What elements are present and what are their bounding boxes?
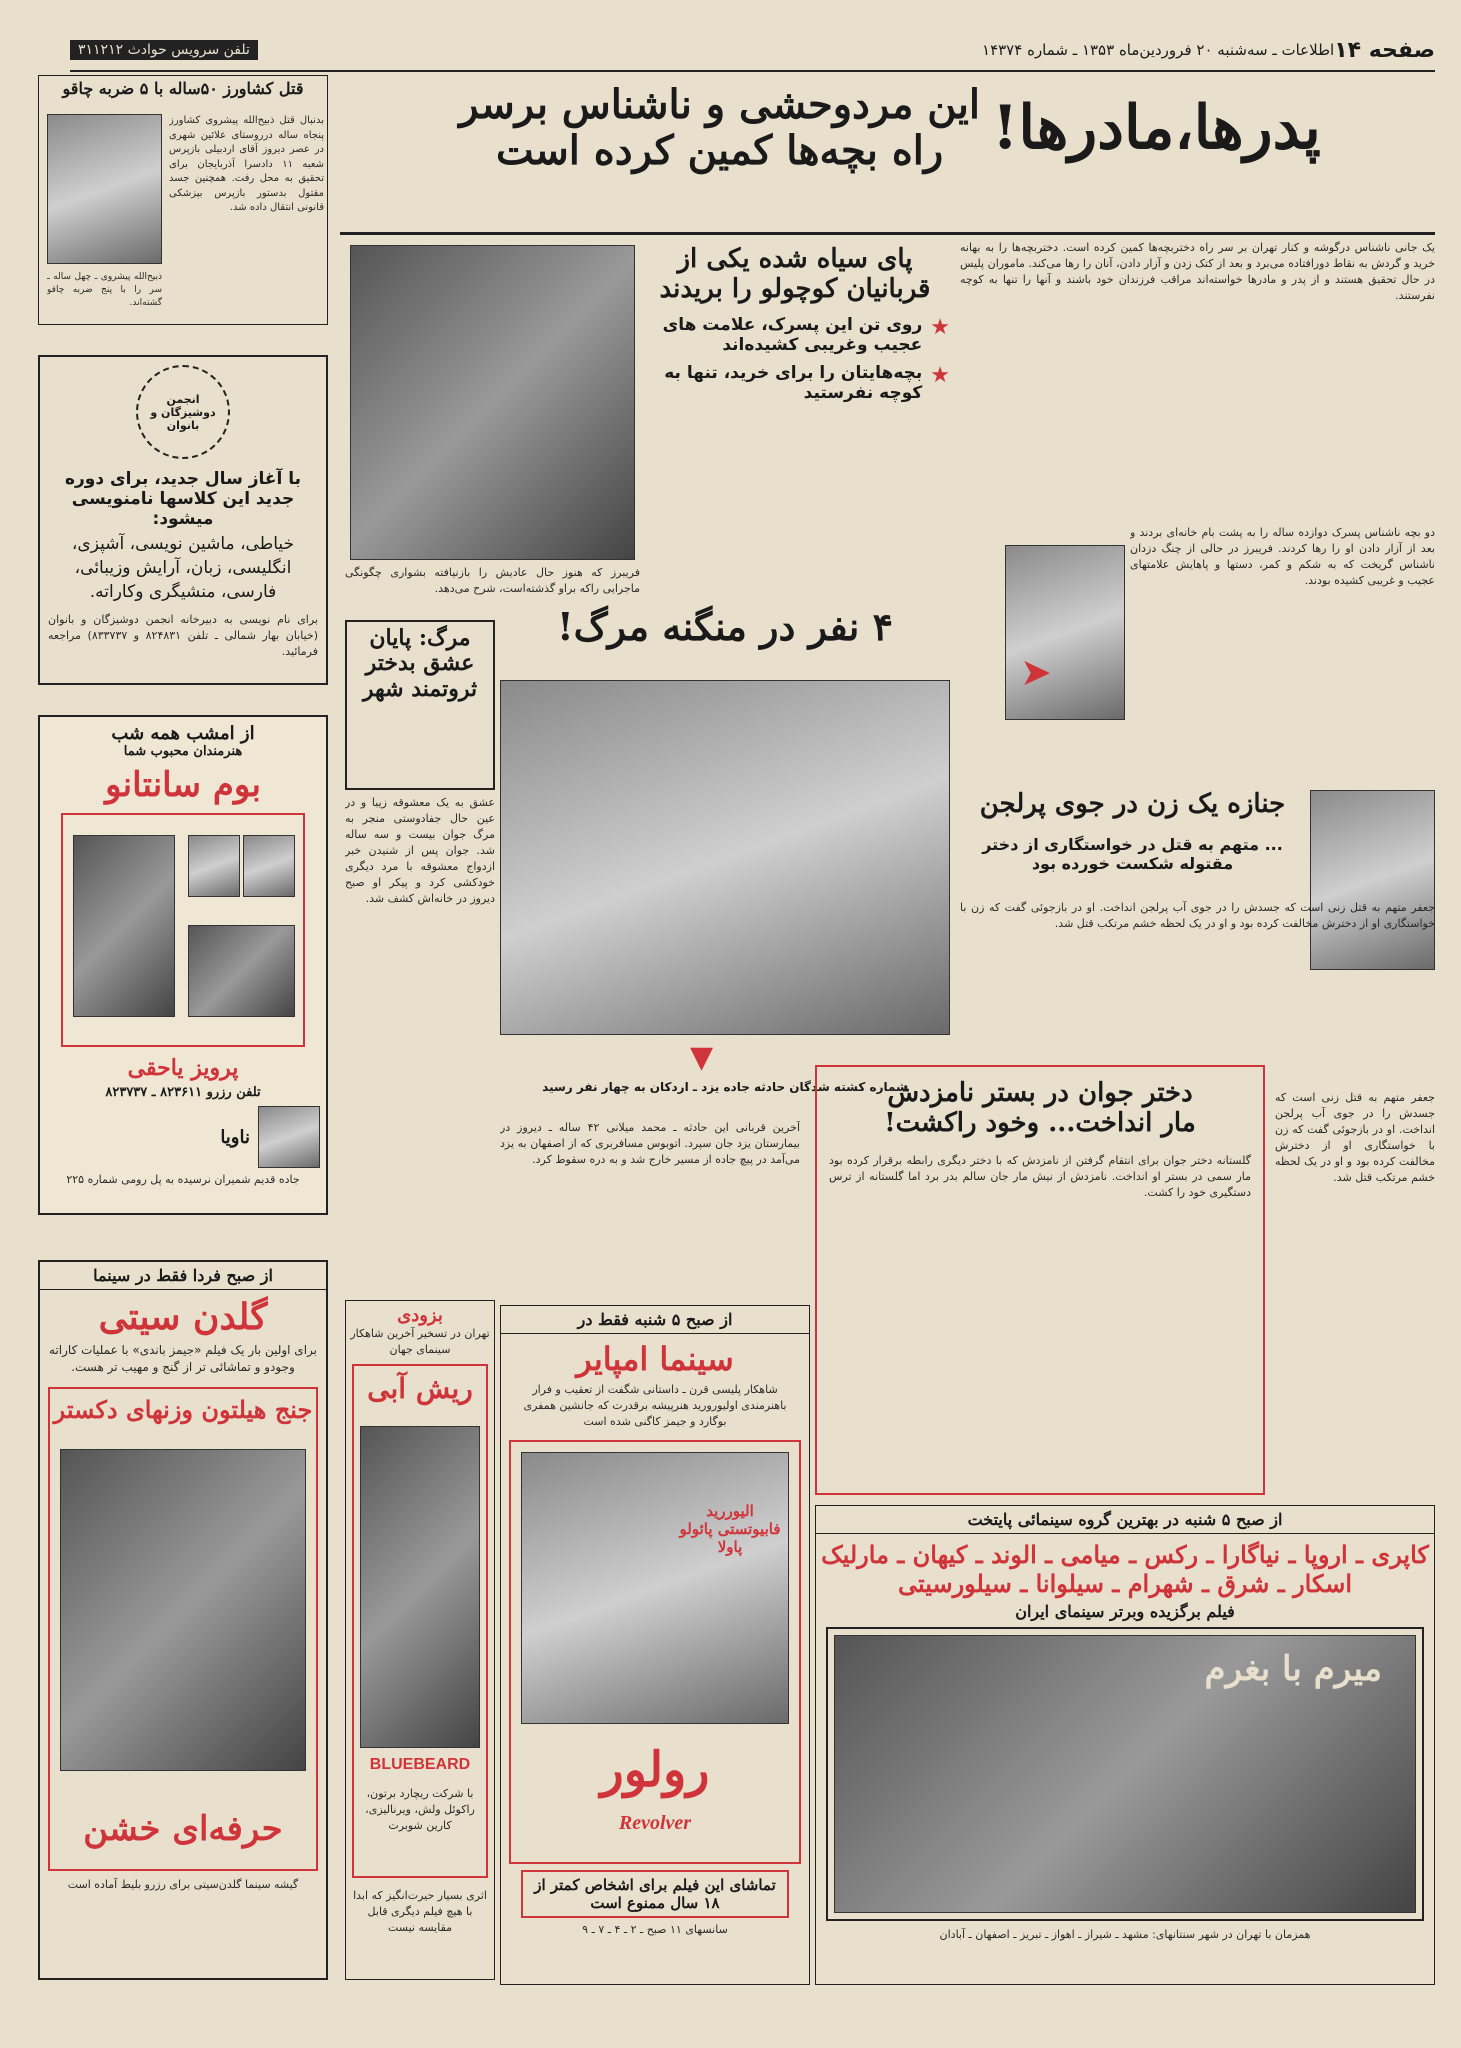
- death-body: عشق به یک معشوقه زیبا و در عین حال جفادوستی منجر به مرگ جوان بیست و سه ساله شد. جوان پس از شنیدن خبر ازدواج معشوقه با مرد دیگری خودکشی کرد و پیکر او صبح دیروز در خانه‌اش کشف شد.: [345, 796, 495, 905]
- issue-line: اطلاعات ـ سه‌شنبه ۲۰ فروردین‌ماه ۱۳۵۳ ـ شماره ۱۴۳۷۴: [982, 41, 1335, 59]
- club-image-frame: [61, 813, 305, 1047]
- murder-headline: قتل کشاورز ۵۰ساله با ۵ ضربه چاقو: [62, 79, 304, 98]
- golden-poster-image: [60, 1449, 306, 1771]
- bluebeard-desc: تهران در تسخیر آخرین شاهکار سینمای جهان: [350, 1327, 490, 1356]
- empire-name: سینما امپایر: [576, 1340, 734, 1378]
- club-top: از امشب همه شب: [111, 723, 255, 744]
- club-address: جاده قدیم شمیران نرسیده به پل رومی شماره ۲۲۵: [66, 1173, 300, 1186]
- golden-name: گلدن سیتی: [98, 1296, 268, 1338]
- empire-desc: شاهکار پلیسی قرن ـ داستانی شگفت از تعقیب و فرار باهنرمندی اولیورورید هنرپیشه برقدرت که جانشین همفری بوگارد و جیمز کاگنی شده است: [523, 1383, 787, 1428]
- page-number: صفحه ۱۴: [1334, 37, 1435, 63]
- bluebeard-cast: با شرکت ریچارد برتون، راکوئل ولش، ویرنالیزی، کارین شوبرت: [365, 1786, 475, 1832]
- side-column: دو بچه ناشناس پسرک دوازده ساله را به پشت بام خانه‌ای بردند و بعد از آزار دادن او را رها کردند. فریبرز در حالی از چنگ دزدان ناشناس گریخت که به شکم و کمر، دستها و پاهایش علامتهای عجیب و غریبی کشیده بودند.: [1130, 526, 1435, 587]
- golden-city-ad: [38, 1260, 328, 1980]
- empire-times: سانسهای ۱۱ صبح ـ ۲ ـ ۴ ـ ۷ ـ ۹: [582, 1922, 728, 1936]
- page-header: [70, 30, 1435, 72]
- club-artist: پرویز یاحقی: [127, 1055, 239, 1081]
- empire-top: از صبح ۵ شنبه فقط در: [501, 1306, 809, 1334]
- bluebeard-tag: بزودی: [397, 1305, 443, 1326]
- cinema-group-ad: [815, 1505, 1435, 1985]
- funeral-sub: ... متهم به قتل در خواستگاری از دختر مقتوله شکست خورده بود: [982, 835, 1283, 873]
- violin-image: [73, 835, 175, 1017]
- murder-body: بدنبال قتل ذبیح‌الله پیشروی کشاورز پنجاه ساله درروستای علائین شهری در عصر دیروز آقای اردبیلی بازپرس شعبه ۱۱ دادسرا آذربایجان برای تحقیق به محل رفت. همچنین جسد مقتول بدستور بازپرس بپزشکی قانونی انتقال داده شد.: [169, 115, 324, 213]
- snake-headline-2: مار انداخت... وخود راکشت!: [884, 1107, 1196, 1138]
- group-selected: فیلم برگزیده وبرتر سینمای ایران: [1015, 1602, 1235, 1621]
- death-story-box: [345, 620, 495, 790]
- school-contact: برای نام نویسی به دبیرخانه انجمن دوشیزگان و بانوان (خیابان بهار شمالی ـ تلفن ۸۲۴۸۳۱ و ۸۳۳۷۳۷) مراجعه فرمائید.: [48, 613, 318, 659]
- bullet-2: بچه‌هایتان را برای خرید، تنها به کوچه نفرستید: [664, 362, 923, 403]
- dancer-photo: [258, 1106, 320, 1168]
- bluebeard-title: ریش آبی: [367, 1371, 473, 1405]
- bluebeard-poster-image: [360, 1426, 480, 1748]
- headline-part-2b: راه بچه‌ها کمین کرده است: [495, 127, 944, 174]
- headline-rule: [340, 232, 1435, 235]
- group-footer: همزمان با تهران در شهر سنتانهای: مشهد ـ شیراز ـ اهواز ـ تبریز ـ اصفهان ـ آبادان: [939, 1928, 1311, 1941]
- group-top: از صبح ۵ شنبه در بهترین گروه سینمائی پایتخت: [816, 1506, 1434, 1534]
- club-ad: [38, 715, 328, 1215]
- school-ad: [38, 355, 328, 685]
- accident-caption: شماره کشته شدگان حادثه جاده یزد ـ اردکان به چهار نفر رسید: [542, 1080, 908, 1094]
- star-icon: ★: [930, 314, 950, 340]
- sub-headline-1: پای سیاه شده یکی از: [677, 244, 913, 274]
- golden-desc: برای اولین بار یک فیلم «جیمز باندی» با عملیات کاراته وجودو و تماشائی تر از گنج و مهیب تر هست.: [49, 1343, 317, 1375]
- arrow-icon: ➤: [1020, 650, 1052, 694]
- snake-story: [815, 1065, 1265, 1495]
- main-story-body: یک جانی ناشناس درگوشه و کنار تهران بر سر راه دختربچه‌ها کمین کرده است. دختربچه‌ها را به بهانه خرید و گردش به نقاط دورافتاده می‌برد و بعد از کتک زدن و آزار دادن، آنان را رها می‌کند. ماموران پلیس در حال تحقیق هستند و از پدر و مادرها خواسته‌اند مراقب فرزندان خود باشند و آنها را تنها به کوچه نفرستند.: [960, 241, 1435, 302]
- bullet-1: روی تن این پسرک، علامت های عجیب وغریبی کشیده‌اند: [662, 314, 923, 355]
- accident-headline: ۴ نفر در منگنه مرگ!: [556, 604, 894, 649]
- singer-photo-2: [243, 835, 295, 897]
- main-headline: [340, 82, 1440, 232]
- club-sub: هنرمندان محبوب شما: [123, 744, 243, 759]
- bluebeard-en-title: BLUEBEARD: [369, 1755, 471, 1773]
- snake-body: گلستانه دختر جوان برای انتقام گرفتن از نامزدش که با دختر دیگری رابطه برقرار کرده بود مار سمی در بستر او انداخت. نامزدش از نیش مار جان سالم بدر برد اما گلستانه از ترس دستگیری خود را کشت.: [829, 1153, 1251, 1199]
- snake-headline-1: دختر جوان در بستر نامزدش: [887, 1078, 1193, 1108]
- funeral-headline: جنازه یک زن در جوی پرلجن: [979, 789, 1286, 819]
- empire-warning: تماشای این فیلم برای اشخاص کمتر از ۱۸ سال ممنوع است: [521, 1870, 789, 1918]
- headline-part-1: پدرها،مادرها!: [992, 92, 1321, 163]
- funeral-continued: جعفر متهم به قتل زنی است که جسدش را در جوی آب پرلجن انداخت. او در بازجوئی گفت که زن با خواستگاری او از دخترش مخالفت کرده بود و او در یک لحظه خشم مرتکب قتل شد.: [1275, 1091, 1435, 1184]
- golden-film-top: جنج هیلتون وزنهای دکستر: [53, 1394, 313, 1424]
- bluebeard-footer: اثری بسیار حیرت‌انگیز که ابدا با هیچ فیلم دیگری قابل مقایسه نیست: [353, 1888, 487, 1934]
- school-courses: خیاطی، ماشین نویسی، آشپزی، انگلیسی، زبان، آرایش وزیبائی، فارسی، منشیگری وکاراته.: [71, 534, 295, 602]
- main-photo-caption: فریبرز که هنوز حال عادیش را بازنیافته بشواری چگونگی ماجرایی راکه براو گذشته‌است، شرح می‌دهد.: [345, 566, 640, 595]
- golden-footer: گیشه سینما گلدن‌سیتی برای رزرو بلیط آماده است: [67, 1877, 299, 1891]
- empire-ad: [500, 1305, 810, 1985]
- headline-part-2a: این مردوحشی و ناشناس برسر: [459, 81, 980, 128]
- phone-label: تلفن سرویس حوادث ۳۱۱۲۱۲: [70, 40, 258, 60]
- group-list-1: کاپری ـ اروپا ـ نیاگارا ـ رکس ـ میامی ـ الوند ـ کیهان ـ مارلیک: [821, 1540, 1429, 1569]
- club-name: بوم سانتانو: [105, 765, 261, 805]
- down-arrow-icon: ▼: [690, 1040, 714, 1075]
- school-logo: انجمن دوشیزگان و بانوان: [136, 365, 230, 459]
- bus-photo: [500, 680, 950, 1035]
- funeral-body: جعفر متهم به قتل زنی است که جسدش را در جوی آب پرلجن انداخت. او در بازجوئی گفت که زن با خواستگاری او از دخترش مخالفت کرده بود و او در یک لحظه خشم مرتکب قتل شد.: [960, 901, 1435, 930]
- club-dancer: ناویا: [220, 1126, 250, 1148]
- artist-photo: [188, 925, 295, 1017]
- sub-story: [640, 245, 950, 490]
- empire-poster: [509, 1440, 801, 1864]
- school-title: با آغاز سال جدید، برای دوره جدید این کلاسها نامنویسی میشود:: [64, 469, 302, 529]
- victim-photo: [47, 114, 162, 264]
- empire-poster-image: [521, 1452, 789, 1724]
- golden-top: از صبح فردا فقط در سینما: [40, 1262, 326, 1290]
- bluebeard-ad: [345, 1300, 495, 1980]
- star-icon: ★: [930, 362, 950, 388]
- group-list-2: اسکار ـ شرق ـ شهرام ـ سیلوانا ـ سیلورسیتی: [897, 1569, 1353, 1598]
- bluebeard-poster: [352, 1364, 488, 1878]
- murder-story: [38, 75, 328, 325]
- victim-caption: ذبیح‌الله پیشروی ـ چهل ساله ـ سر را با پنج ضربه چاقو گشته‌اند.: [47, 272, 162, 309]
- group-poster: [826, 1627, 1424, 1921]
- singer-photo-1: [188, 835, 240, 897]
- golden-film-title: حرفه‌ای خشن: [83, 1808, 283, 1849]
- accident-body: آخرین قربانی این حادثه ـ محمد میلانی ۴۲ ساله ـ دیروز در بیمارستان یزد جان سپرد. اتوبوس مسافربری که از اصفهان به یزد می‌آمد در پیچ جاده از مسیر خارج شد و به دره سقوط کرد.: [500, 1121, 800, 1166]
- sub-headline-2: قربانیان کوچولو را بریدند: [659, 273, 931, 304]
- empire-title: رولور: [600, 1741, 710, 1798]
- golden-poster: [48, 1387, 318, 1871]
- main-photo: [350, 245, 635, 560]
- empire-actors: الیوررید فابیوتستی پائولو پاولا: [679, 1501, 781, 1556]
- empire-en-title: Revolver: [618, 1811, 692, 1834]
- group-film-title: میرم با بغرم: [1204, 1649, 1382, 1689]
- club-phone: تلفن رزرو ۸۲۳۶۱۱ ـ ۸۲۳۷۳۷: [105, 1085, 261, 1100]
- death-headline: مرگ: پایان عشق بدختر ثروتمند شهر: [362, 625, 478, 702]
